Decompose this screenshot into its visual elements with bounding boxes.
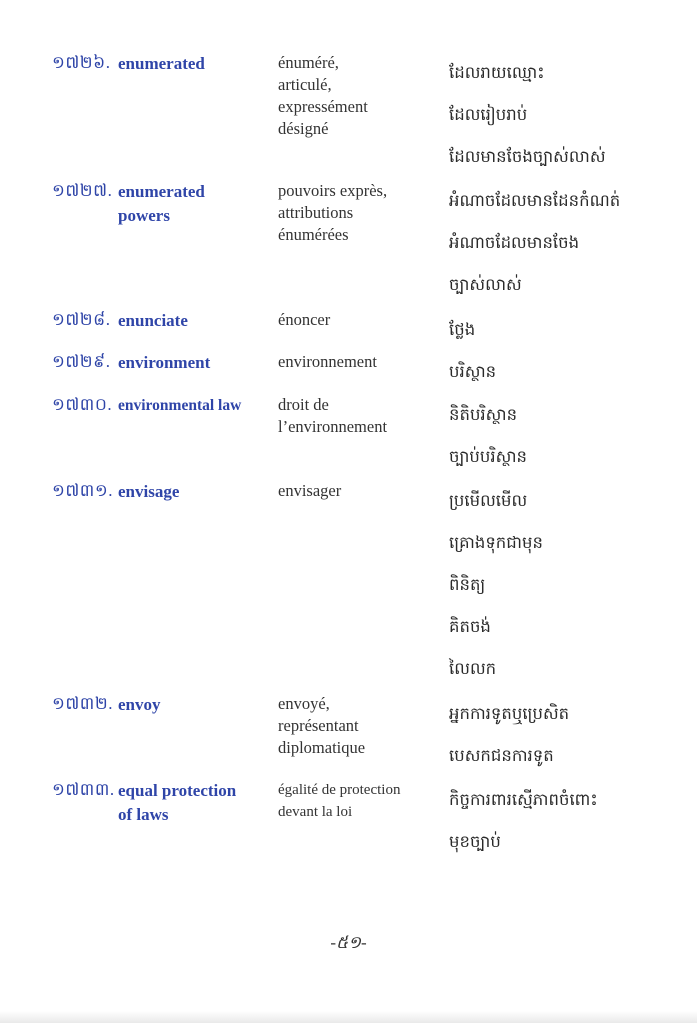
entry-number: ១៧៣០.	[52, 395, 113, 414]
entry-french: énoncer	[278, 310, 331, 329]
khmer-translation: បរិស្ថាន	[449, 362, 497, 381]
entry-number: ១៧២៨.	[52, 310, 111, 329]
entry-term: enumerated powers	[118, 182, 205, 225]
khmer-translation: លៃលក	[449, 659, 497, 678]
khmer-translation: ច្បាប់បរិស្ថាន	[449, 447, 527, 466]
entry-french: pouvoirs exprès, attributions énumérées	[278, 181, 388, 244]
khmer-translation: ពិនិត្យ	[449, 575, 486, 594]
entry-number: ១៧៣១.	[52, 481, 113, 500]
entry-term: environment	[118, 353, 211, 372]
entry-khmer	[449, 180, 689, 306]
entry-khmer	[449, 309, 689, 351]
khmer-translation: ថ្លែង	[449, 320, 476, 339]
khmer-translation: ច្បាស់លាស់	[449, 275, 522, 294]
khmer-translation: អំណាចដែលមានចែង	[449, 233, 580, 252]
entry-french: droit de l’environnement	[278, 395, 388, 436]
entry-number: ១៧២៦.	[52, 53, 111, 72]
entry-french: envisager	[278, 481, 342, 500]
entry-term: envisage	[118, 482, 180, 501]
khmer-translation: គិតចង់	[449, 617, 491, 636]
entry-khmer	[449, 52, 689, 178]
entry-term: environmental law	[118, 397, 242, 414]
page-bottom-edge	[0, 1011, 697, 1023]
entry-term: enumerated	[118, 54, 205, 73]
entry-khmer	[449, 351, 689, 393]
khmer-translation: ដែលរៀបរាប់	[449, 105, 528, 124]
khmer-translation: គ្រោងទុកជាមុន	[449, 533, 543, 552]
entry-french: égalité de protection devant la loi	[278, 782, 401, 820]
entry-french: énuméré, articulé, expressément désigné	[278, 53, 368, 138]
entry-french: envoyé, représentant diplomatique	[278, 694, 366, 757]
entry-khmer	[449, 779, 689, 863]
khmer-translation: កិច្ចការពារស្មើភាពចំពោះ	[449, 790, 598, 809]
entry-number: ១៧៣៣.	[52, 780, 115, 799]
entry-number: ១៧២៧.	[52, 181, 113, 200]
entry-term: equal protection of laws	[118, 781, 237, 824]
entry-khmer	[449, 480, 689, 690]
khmer-translation: មុខច្បាប់	[449, 832, 501, 851]
khmer-translation: ប្រមើលមើល	[449, 491, 528, 510]
entry-number: ១៧៣២.	[52, 694, 113, 713]
entry-khmer	[449, 394, 689, 478]
entry-khmer	[449, 693, 689, 777]
khmer-translation: និតិបរិស្ថាន	[449, 405, 518, 424]
khmer-translation: អំណាចដែលមានដែនកំណត់	[449, 191, 621, 210]
entry-french: environnement	[278, 352, 377, 371]
entry-term: enunciate	[118, 311, 188, 330]
khmer-translation: អ្នកការទូតឬប្រេសិត	[449, 704, 570, 723]
khmer-translation: ដែលរាយឈ្មោះ	[449, 63, 545, 82]
entry-number: ១៧២៩.	[52, 352, 111, 371]
entry-term: envoy	[118, 695, 161, 714]
khmer-translation: បេសកជនការទូត	[449, 746, 554, 765]
page-number: -៥១-	[330, 933, 367, 952]
khmer-translation: ដែលមានចែងច្បាស់លាស់	[449, 147, 606, 166]
